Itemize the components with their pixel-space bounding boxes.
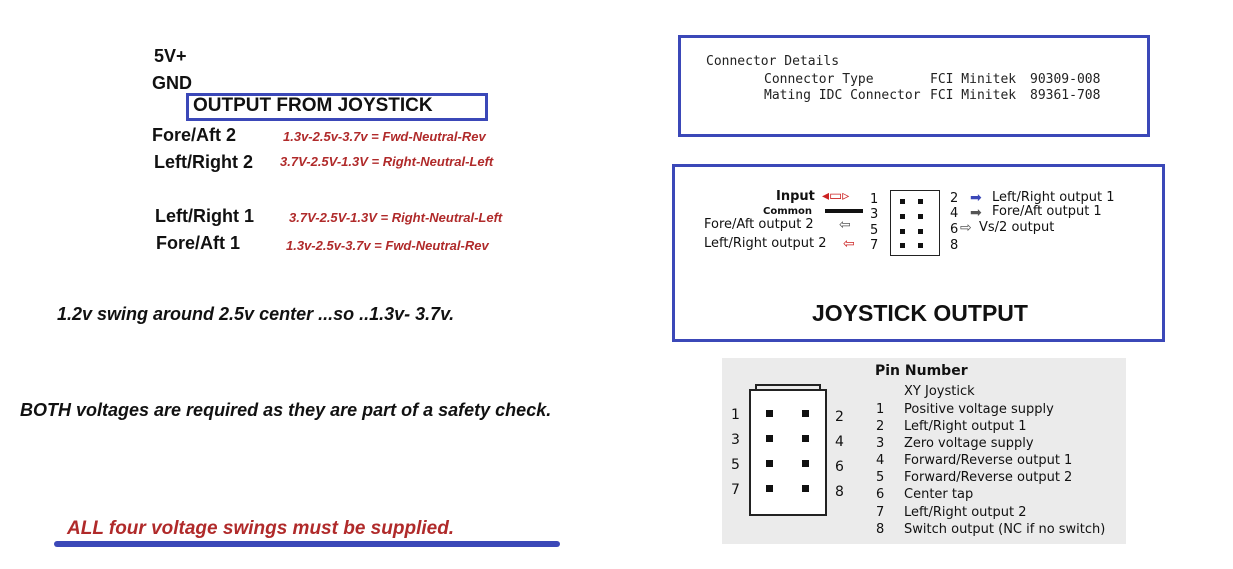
connector-pin bbox=[918, 199, 923, 204]
pin-row-desc: Switch output (NC if no switch) bbox=[904, 522, 1106, 537]
pin-row-desc: Left/Right output 1 bbox=[904, 419, 1027, 434]
pin-table-connector bbox=[749, 389, 827, 516]
connector-pin bbox=[802, 460, 809, 467]
common-label: Common bbox=[763, 206, 813, 217]
jo-pin-3: 3 bbox=[870, 207, 879, 222]
swing-note: 1.2v swing around 2.5v center ...so ..1.3v- 3.7v. bbox=[57, 304, 455, 324]
connector-pin bbox=[766, 485, 773, 492]
pin-row-desc: Left/Right output 2 bbox=[904, 505, 1027, 520]
vs2-output-label: Vs/2 output bbox=[979, 220, 1055, 235]
pin-table-subheader: XY Joystick bbox=[904, 384, 975, 399]
all-note: ALL four voltage swings must be supplied. bbox=[67, 518, 455, 539]
connector-type-name: Connector Type bbox=[764, 72, 874, 87]
jo-pin-1: 1 bbox=[870, 192, 879, 207]
pin-row-desc: Center tap bbox=[904, 487, 974, 502]
fore-aft-output-1-label: Fore/Aft output 1 bbox=[992, 204, 1102, 219]
jo-pin-8: 8 bbox=[950, 238, 959, 253]
pin-row-desc: Forward/Reverse output 1 bbox=[904, 453, 1073, 468]
jo-pin-7: 7 bbox=[870, 238, 879, 253]
pin-label-left: 3 bbox=[731, 432, 740, 448]
mating-part: 89361-708 bbox=[1030, 88, 1101, 103]
mating-name: Mating IDC Connector bbox=[764, 88, 921, 103]
pin-label-right: 8 bbox=[835, 484, 844, 500]
connector-top-tab bbox=[755, 384, 821, 389]
pin-label-left: 7 bbox=[731, 482, 740, 498]
connector-pin bbox=[900, 214, 905, 219]
pin-row-number: 6 bbox=[876, 487, 885, 502]
connector-pin bbox=[918, 214, 923, 219]
pin-row-desc: Zero voltage supply bbox=[904, 436, 1034, 451]
pin-label-left: 5 bbox=[731, 457, 740, 473]
vs2-arrow-icon: ⇨ bbox=[960, 219, 972, 235]
pin-row-number: 5 bbox=[876, 470, 885, 485]
pin-row-number: 1 bbox=[876, 402, 885, 417]
fore-aft-1-label: Fore/Aft 1 bbox=[156, 233, 241, 253]
common-wire-icon bbox=[825, 209, 863, 213]
connector-type-maker: FCI Minitek bbox=[930, 72, 1017, 87]
output-title: OUTPUT FROM JOYSTICK bbox=[193, 95, 433, 116]
jo-pin-2: 2 bbox=[950, 191, 959, 206]
pin-label-right: 4 bbox=[835, 434, 844, 450]
fore-aft-1-value: 1.3v-2.5v-3.7v = Fwd-Neutral-Rev bbox=[286, 238, 489, 253]
connector-type-part: 90309-008 bbox=[1030, 72, 1101, 87]
pin-row-number: 2 bbox=[876, 419, 885, 434]
connector-pin bbox=[802, 435, 809, 442]
joystick-output-title: JOYSTICK OUTPUT bbox=[812, 300, 1028, 326]
fore-aft-2-label: Fore/Aft 2 bbox=[152, 125, 237, 145]
left-right-2-label: Left/Right 2 bbox=[154, 152, 253, 172]
left-right-1-value: 3.7V-2.5V-1.3V = Right-Neutral-Left bbox=[289, 210, 503, 225]
pin-row-number: 4 bbox=[876, 453, 885, 468]
left-right-1-arrow-icon: ➡ bbox=[970, 189, 982, 205]
all-note-underline bbox=[54, 541, 560, 547]
pin-row-number: 3 bbox=[876, 436, 885, 451]
connector-pin bbox=[900, 199, 905, 204]
jo-pin-4: 4 bbox=[950, 206, 959, 221]
jo-pin-5: 5 bbox=[870, 223, 879, 238]
connector-pin bbox=[918, 243, 923, 248]
left-right-1-label: Left/Right 1 bbox=[155, 206, 254, 226]
connector-pin bbox=[900, 229, 905, 234]
connector-title: Connector Details bbox=[706, 54, 840, 69]
pin-row-desc: Forward/Reverse output 2 bbox=[904, 470, 1073, 485]
joystick-connector bbox=[890, 190, 940, 256]
connector-pin bbox=[802, 410, 809, 417]
pin-row-desc: Positive voltage supply bbox=[904, 402, 1054, 417]
mating-maker: FCI Minitek bbox=[930, 88, 1017, 103]
connector-pin bbox=[802, 485, 809, 492]
pin-row-number: 7 bbox=[876, 505, 885, 520]
fore-aft-2-value: 1.3v-2.5v-3.7v = Fwd-Neutral-Rev bbox=[283, 129, 486, 144]
fore-aft-2-arrow-icon: ⇦ bbox=[839, 216, 851, 232]
input-arrow-icon: ◂▭▹ bbox=[822, 187, 850, 203]
fore-aft-output-2-label: Fore/Aft output 2 bbox=[704, 217, 814, 232]
pin-label-right: 2 bbox=[835, 409, 844, 425]
connector-pin bbox=[900, 243, 905, 248]
left-right-2-value: 3.7V-2.5V-1.3V = Right-Neutral-Left bbox=[280, 154, 494, 169]
connector-pin bbox=[766, 460, 773, 467]
jo-pin-6: 6 bbox=[950, 222, 959, 237]
left-right-2-arrow-icon: ⇦ bbox=[843, 235, 855, 251]
input-label: Input bbox=[776, 189, 815, 204]
connector-pin bbox=[766, 435, 773, 442]
connector-pin bbox=[918, 229, 923, 234]
left-right-output-1-label: Left/Right output 1 bbox=[992, 190, 1115, 205]
fore-aft-1-arrow-icon: ➡ bbox=[970, 204, 982, 220]
pin-table-header: Pin Number bbox=[875, 363, 968, 379]
both-note: BOTH voltages are required as they are part of a safety check. bbox=[20, 400, 552, 420]
left-right-output-2-label: Left/Right output 2 bbox=[704, 236, 827, 251]
pin-row-number: 8 bbox=[876, 522, 885, 537]
v5-label: 5V+ bbox=[154, 46, 187, 66]
gnd-label: GND bbox=[152, 73, 192, 93]
connector-pin bbox=[766, 410, 773, 417]
pin-label-right: 6 bbox=[835, 459, 844, 475]
pin-label-left: 1 bbox=[731, 407, 740, 423]
